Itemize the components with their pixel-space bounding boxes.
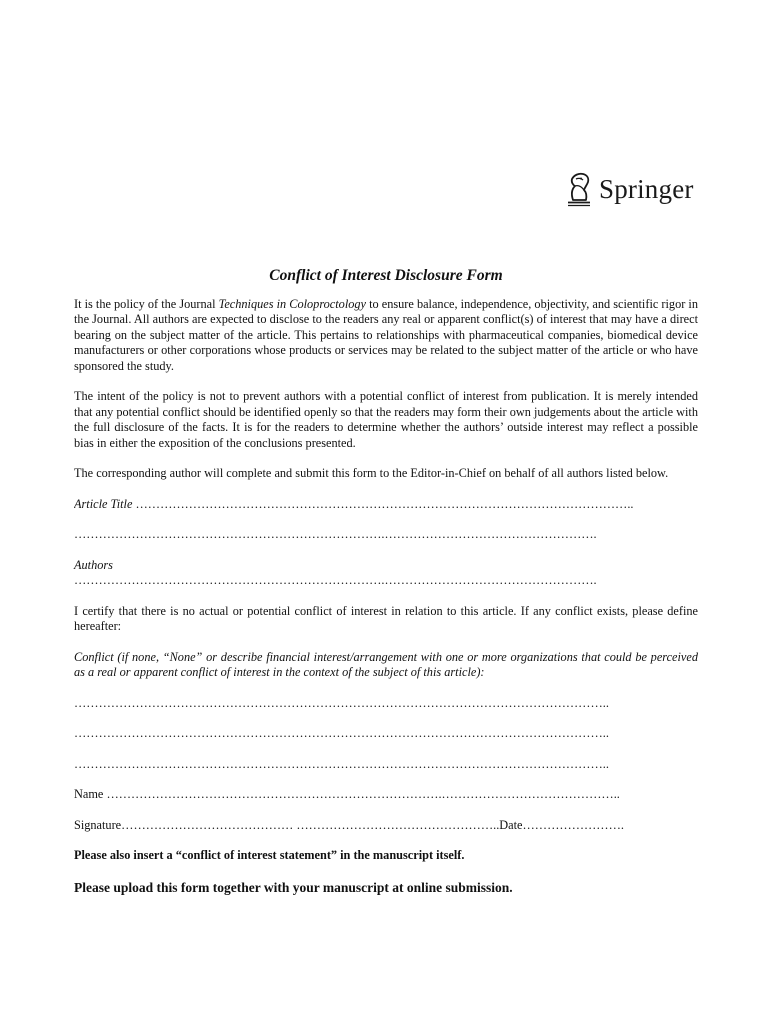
name-field[interactable] [74,787,698,803]
form-content [74,268,698,895]
article-title-dots: ………………………………………………………………………………………………………….. [132,496,634,511]
date-label: Date [499,817,523,832]
date-field[interactable]: ……………………. [522,817,624,832]
certify-paragraph: I certify that there is no actual or potential conflict of interest in relation to this article. If any conflict exists, please define hereafter: [74,603,698,633]
conflict-field-3[interactable]: ………………………………………………………………………………………………………………….. [74,756,609,771]
policy-text-end: to ensure balance, independence, objectivity, and scientific rigor in the Journal. All authors are expected to disclose to the readers any real or apparent conflict(s) of interest that may have a direct bearing on the subject matter of the article. This pertains to relationships with pharmaceutical companies, biomedical device manufacturers or other corporations whose products or services may be related to the subject matter of the article or who have sponsored the study. [74,296,698,373]
name-dots: ……………………………………………………………………….…………………………………….. [103,787,620,801]
policy-text-start: It is the policy of the Journal [74,296,219,311]
authors-label: Authors [74,557,113,572]
article-title-field-continued[interactable]: ………………………………………………………………….……………………………………………. [74,527,597,541]
conflict-label: Conflict (if none, “None” or describe financial interest/arrangement with one or more organizations that could be perceived as a real or apparent conflict of interest in the context of the subject of this article): [74,649,698,679]
article-title-field[interactable] [74,497,698,513]
signature-field[interactable]: …………………………………… ………………………………………….. [121,817,500,832]
name-label: Name [74,787,104,801]
signature-date-row [74,818,698,834]
conflict-field-2[interactable]: ………………………………………………………………………………………………………………….. [74,726,609,740]
springer-wordmark: Springer [599,173,694,204]
springer-logo [564,170,694,208]
upload-note: Please upload this form together with your manuscript at online submission. [74,879,513,895]
springer-horse-icon [564,170,594,208]
form-title: Conflict of Interest Disclosure Form [269,267,503,284]
article-title-label: Article Title [74,496,133,511]
signature-label: Signature [74,817,122,832]
conflict-field-1[interactable]: ………………………………………………………………………………………………………………….. [74,695,609,710]
authors-field[interactable]: ………………………………………………………………….……………………………………………. [74,573,597,587]
policy-paragraph [74,297,698,375]
statement-note: Please also insert a “conflict of interest statement” in the manuscript itself. [74,848,465,862]
journal-name: Techniques in Coloproctology [218,296,366,311]
intent-paragraph: The intent of the policy is not to prevent authors with a potential conflict of interest from publication. It is merely intended that any potential conflict should be identified openly so that the readers may form their own judgements about the article with the full disclosure of the facts. It is for the readers to determine whether the authors’ outside interest may reflect a possible bias in either the exposition of the conclusions presented. [74,389,698,450]
corresponding-paragraph: The corresponding author will complete and submit this form to the Editor-in-Chief on behalf of all authors listed below. [74,466,669,480]
